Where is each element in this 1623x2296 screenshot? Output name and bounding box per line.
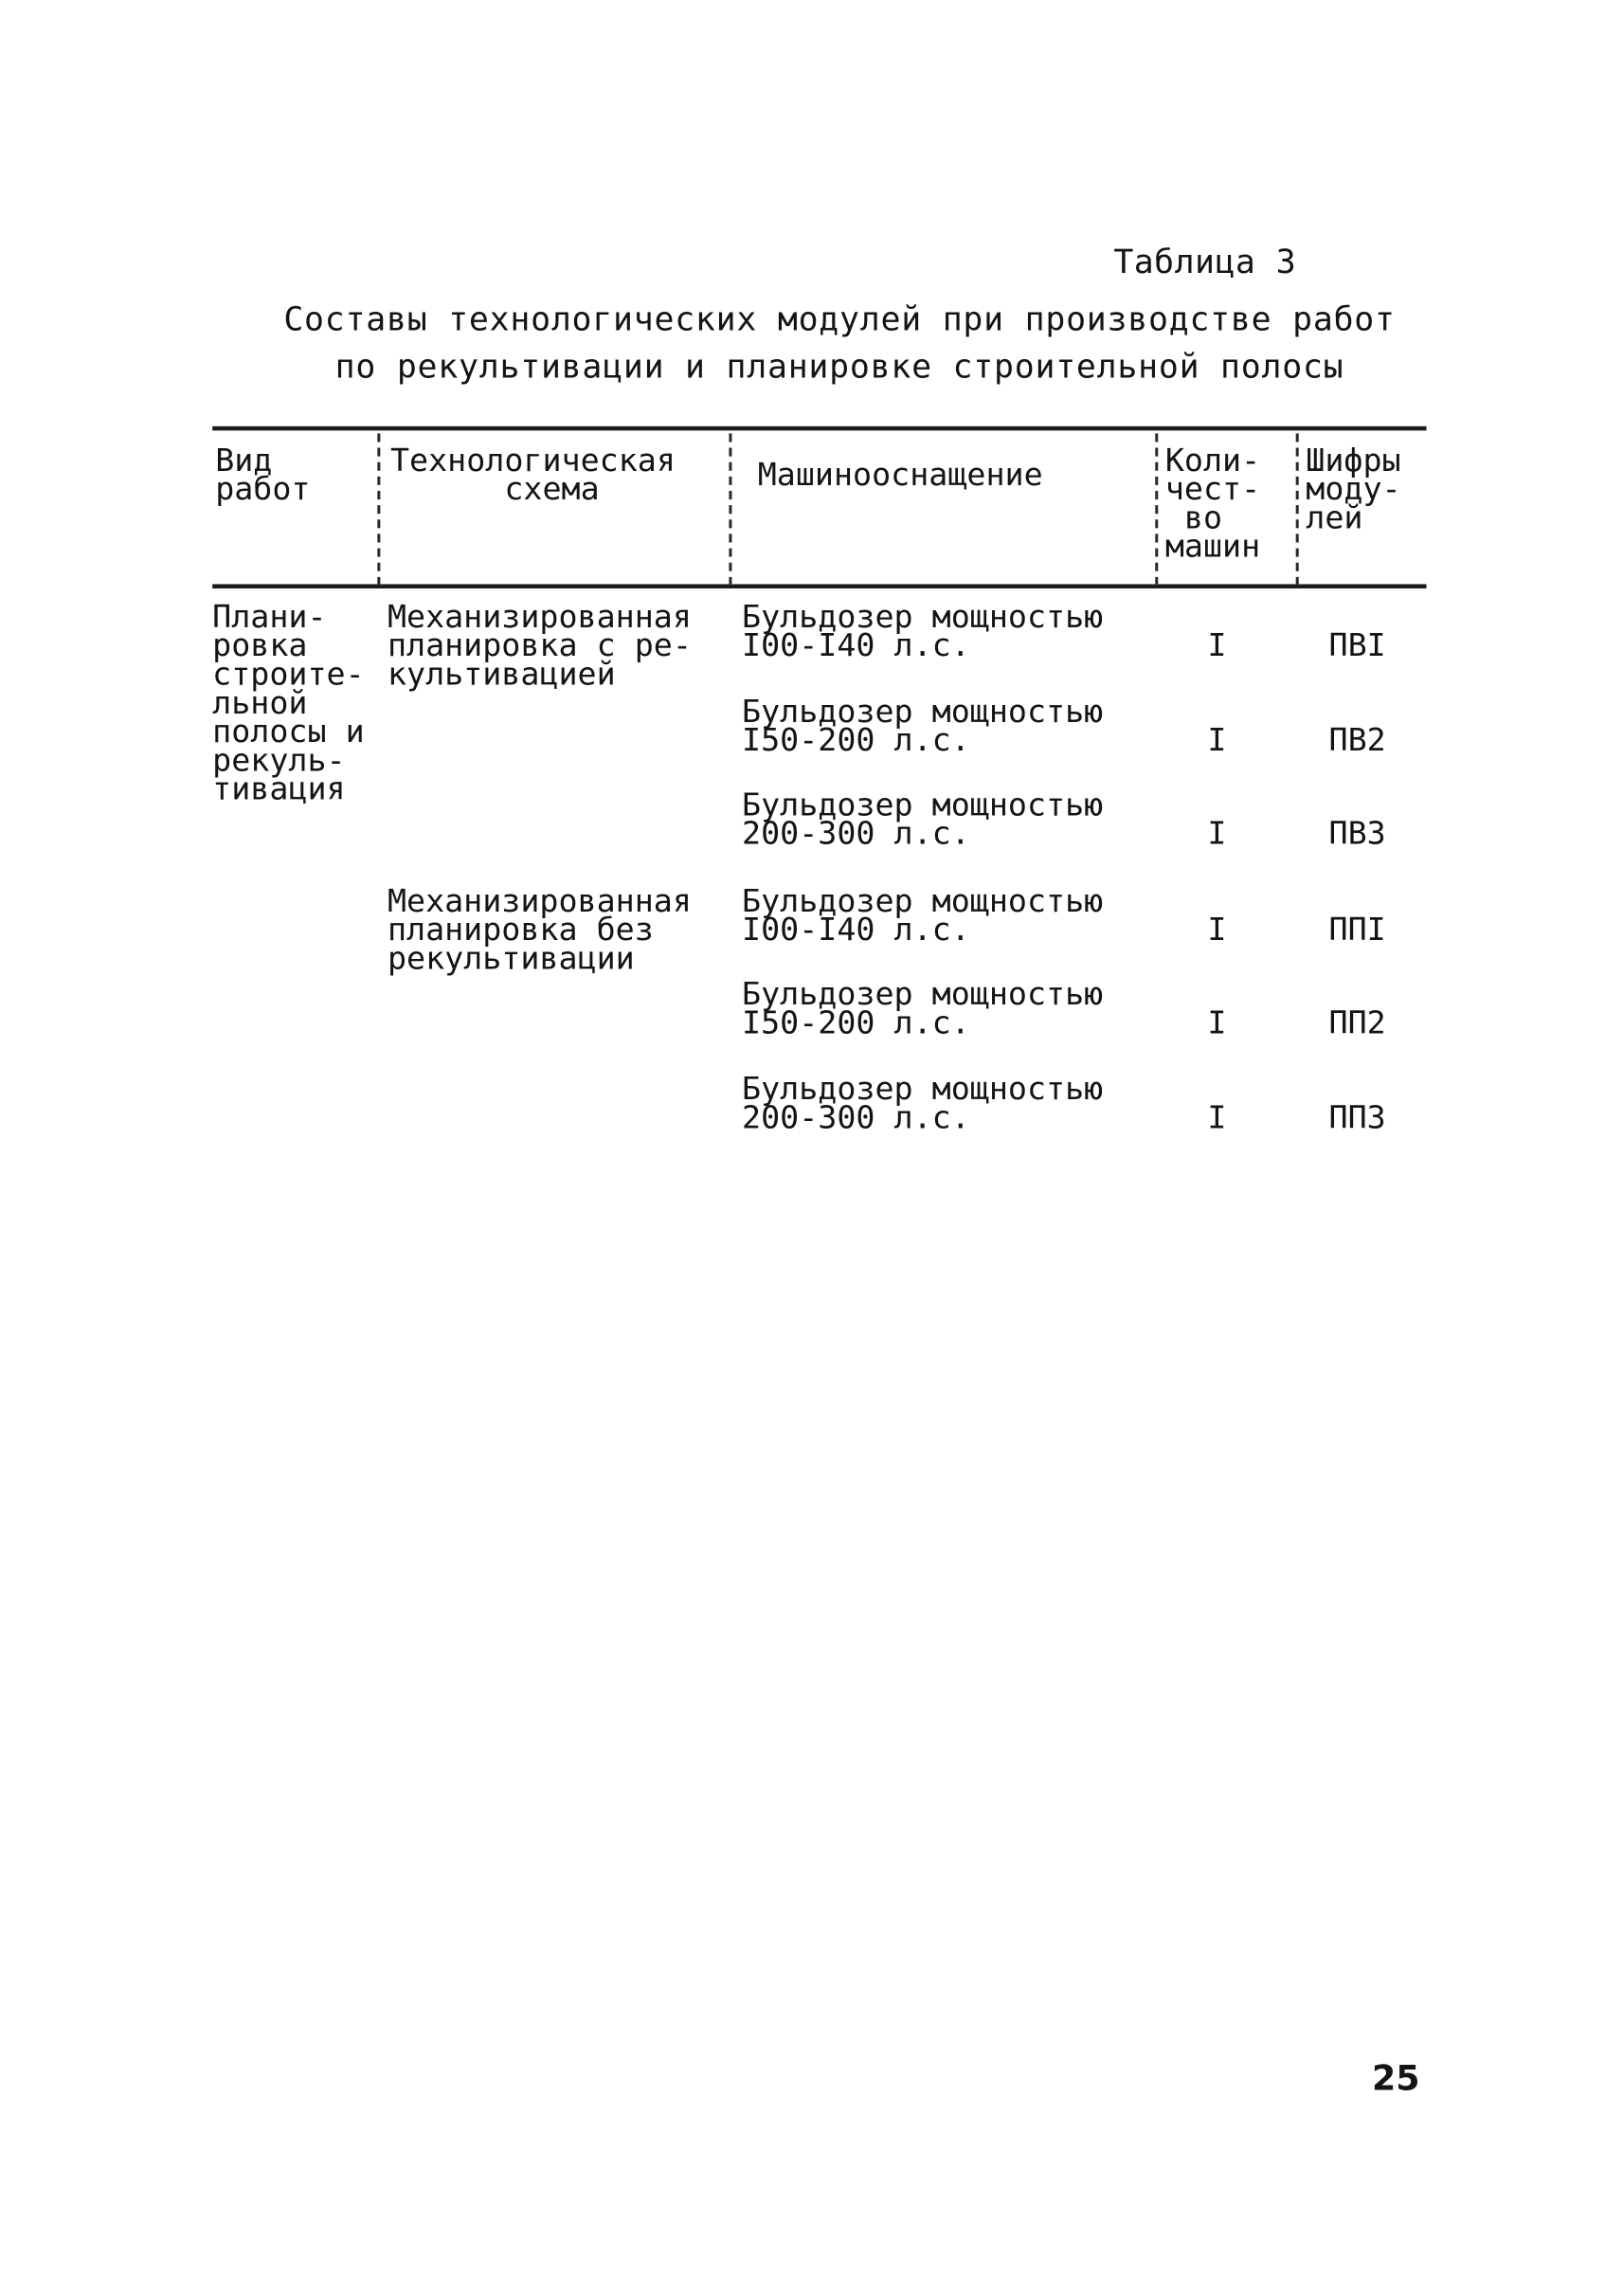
header-separator-4 [1296,433,1299,586]
equipment-cell: Бульдозер мощностью 200-300 л.с. [742,787,1104,853]
count-cell: I [1207,816,1227,853]
equipment-cell: Бульдозер мощностью 200-300 л.с. [742,1072,1104,1137]
header-work-type: Вид работ [215,443,311,509]
module-code-cell: ПВI [1328,628,1386,665]
header-separator-3 [1155,433,1158,586]
header-separator-1 [377,433,380,586]
header-separator-2 [729,433,731,586]
module-code-cell: ПВ2 [1328,723,1386,760]
equipment-cell: Бульдозер мощностью I00-I40 л.с. [742,883,1104,949]
scheme-cell-without-recultivation: Механизированная планировка без рекультивации [387,883,692,978]
table-top-rule [212,426,1426,431]
module-code-cell: ПП2 [1328,1005,1386,1042]
count-cell: I [1207,628,1227,665]
table-title-line-2: по рекультивации и планировке строительной полосы [334,349,1344,387]
header-machine-count: Коли- чест- во машин [1164,443,1261,566]
count-cell: I [1207,1100,1227,1137]
table-number: Таблица 3 [1113,244,1297,281]
module-code-cell: ППI [1328,913,1386,949]
work-type-cell: Плани- ровка строите- льной полосы и рекуль- тивация [212,600,365,808]
header-equipment: Машинооснащение [757,458,1043,495]
module-code-cell: ПВ3 [1328,816,1386,853]
header-tech-scheme: Технологическая схема [389,443,676,509]
page-number: 25 [1371,2057,1420,2099]
table-title-line-1: Составы технологических модулей при производстве работ [283,301,1396,339]
equipment-cell: Бульдозер мощностью I00-I40 л.с. [742,600,1104,665]
count-cell: I [1207,913,1227,949]
count-cell: I [1207,723,1227,760]
equipment-cell: Бульдозер мощностью I50-200 л.с. [742,977,1104,1042]
scheme-cell-with-recultivation: Механизированная планировка с ре- культивацией [387,600,692,694]
count-cell: I [1207,1005,1227,1042]
equipment-cell: Бульдозер мощностью I50-200 л.с. [742,695,1104,760]
header-module-codes: Шифры моду- лей [1306,443,1401,537]
table-header-rule [212,584,1426,588]
module-code-cell: ПП3 [1328,1100,1386,1137]
